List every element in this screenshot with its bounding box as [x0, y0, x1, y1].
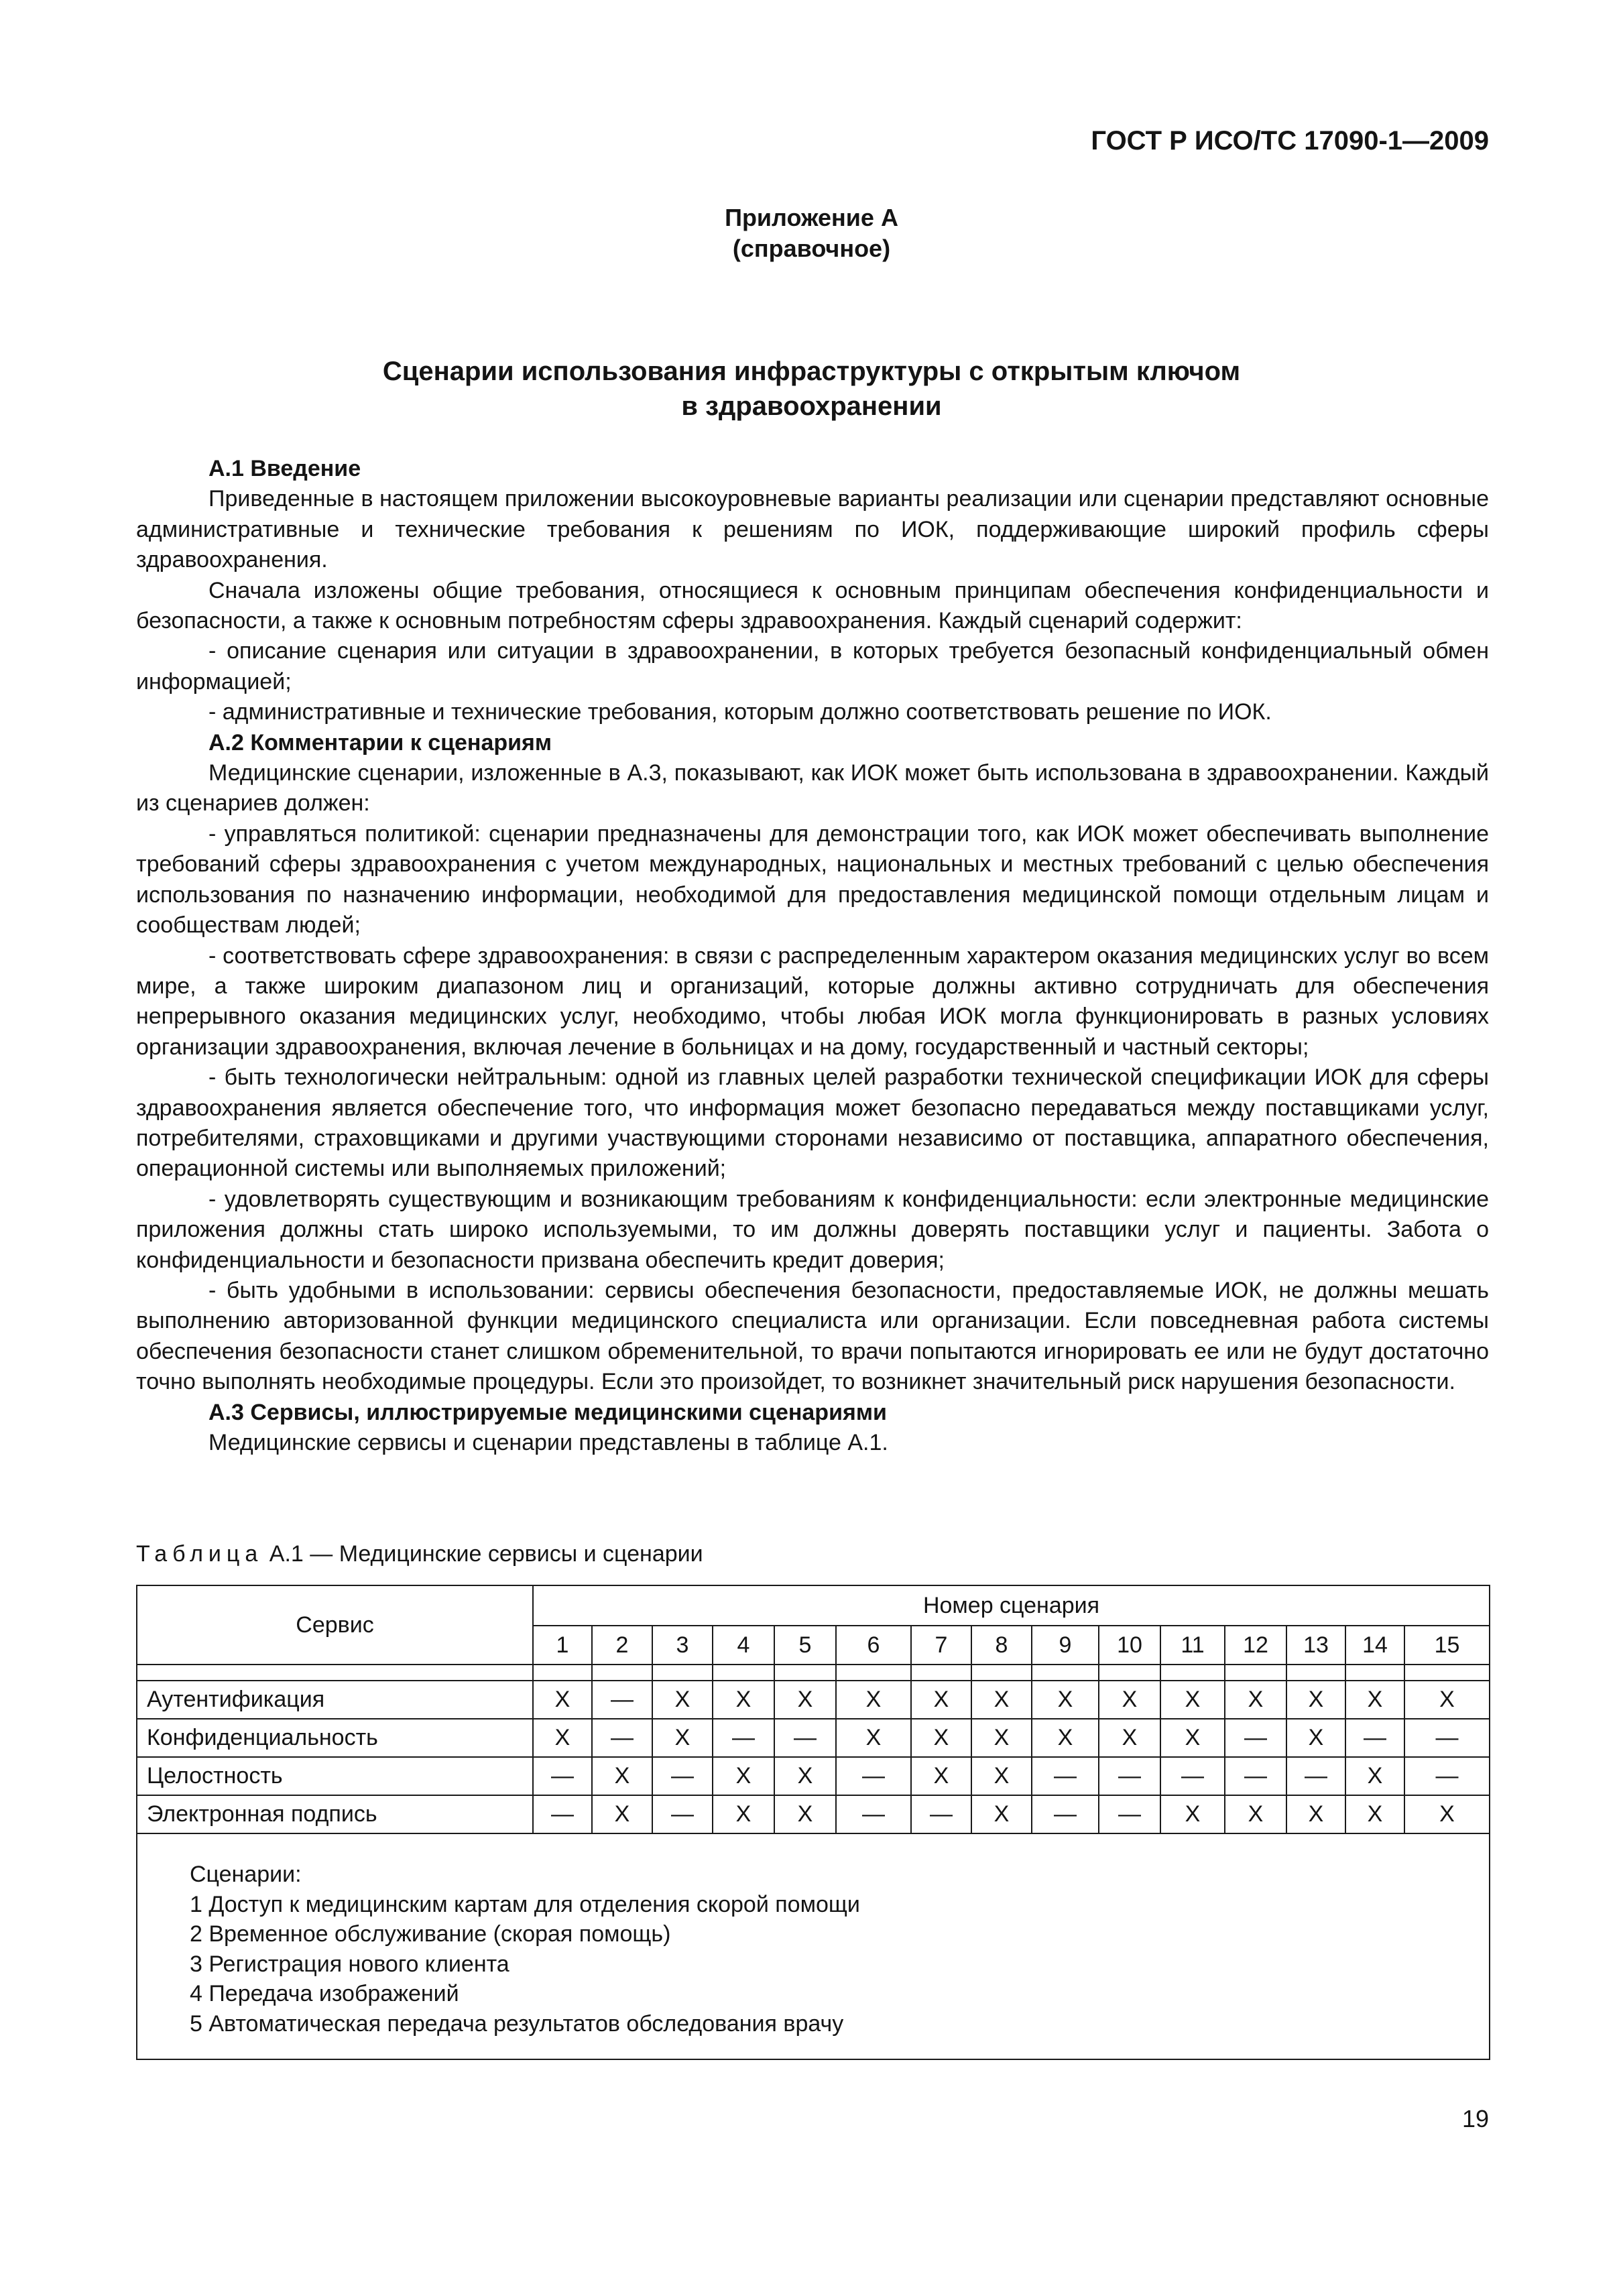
header-number: 15 — [1404, 1626, 1490, 1665]
table-cell: X — [1160, 1681, 1225, 1719]
header-service: Сервис — [137, 1585, 533, 1665]
table-cell: — — [1404, 1757, 1490, 1795]
paragraph: - соответствовать сфере здравоохранения: в связи с распределенным характером оказания медицинских услуг во всем мире, а также широким диапазоном лиц и организаций, которые должны активно сотрудничать для обеспечения непрерывного оказания медицинских услуг, необходимо, чтобы любая ИОК могла функционировать в разных условиях организации здравоохранения, включая лечение в больницах и на дому, государственный и частный секторы; — [136, 943, 1489, 1060]
table-cell: — — [836, 1757, 911, 1795]
table-cell: X — [533, 1681, 592, 1719]
table-cell: X — [1286, 1681, 1345, 1719]
services-table — [136, 1585, 1490, 2060]
spacer-cell — [971, 1665, 1032, 1681]
table-cell: X — [1225, 1681, 1286, 1719]
service-name: Конфиденциальность — [137, 1719, 533, 1757]
header-number: 13 — [1286, 1626, 1345, 1665]
scenario-note: 2 Временное обслуживание (скорая помощь) — [190, 1921, 671, 1947]
table-cell: — — [1099, 1795, 1160, 1833]
header-number: 7 — [911, 1626, 971, 1665]
header-number: 9 — [1032, 1626, 1099, 1665]
table-cell: X — [1345, 1795, 1404, 1833]
header-scenario-number: Номер сценария — [533, 1585, 1490, 1626]
paragraph: - быть удобными в использовании: сервисы обеспечения безопасности, предоставляемые ИОК, не должны мешать выполнению авторизованной функции медицинского специалиста или организации. Если повседневная работа системы обеспечения безопасности станет слишком обременительной, то врачи попытаются игнорировать ее или не будут достаточно точно выполнять необходимые процедуры. Если это произойдет, то возникнет значительный риск нарушения безопасности. — [136, 1277, 1489, 1395]
table-spacer-row — [137, 1665, 1490, 1681]
table-caption — [136, 1538, 703, 1569]
paragraph: Медицинские сценарии, изложенные в А.3, показывают, как ИОК может быть использована в здравоохранении. Каждый из сценариев должен: — [136, 760, 1489, 817]
table-cell: X — [713, 1795, 774, 1833]
table-cell: — — [652, 1757, 713, 1795]
spacer-cell — [1160, 1665, 1225, 1681]
table-cell: X — [1345, 1757, 1404, 1795]
spacer-cell — [137, 1665, 533, 1681]
table-cell: X — [971, 1681, 1032, 1719]
table-cell: — — [652, 1795, 713, 1833]
header-number: 4 — [713, 1626, 774, 1665]
table-cell: X — [911, 1719, 971, 1757]
spacer-cell — [713, 1665, 774, 1681]
header-number: 11 — [1160, 1626, 1225, 1665]
table-row — [137, 1681, 1490, 1719]
table-cell: — — [533, 1795, 592, 1833]
section-heading: А.2 Комментарии к сценариям — [208, 729, 552, 756]
scenario-note: 3 Регистрация нового клиента — [190, 1951, 509, 1977]
paragraph: Сначала изложены общие требования, относящиеся к основным принципам обеспечения конфиденциальности и безопасности, а также к основным потребностям сферы здравоохранения. Каждый сценарий содержит: — [136, 577, 1489, 634]
table-cell: — — [592, 1681, 652, 1719]
paragraph: Медицинские сервисы и сценарии представлены в таблице А.1. — [208, 1430, 888, 1455]
table-caption-title: А.1 — Медицинские сервисы и сценарии — [269, 1541, 703, 1567]
service-name: Целостность — [137, 1757, 533, 1795]
table-cell: X — [971, 1757, 1032, 1795]
service-name: Электронная подпись — [137, 1795, 533, 1833]
table-cell: X — [1404, 1681, 1490, 1719]
table-cell: — — [1032, 1795, 1099, 1833]
table-cell: X — [1404, 1795, 1490, 1833]
header-number: 8 — [971, 1626, 1032, 1665]
spacer-cell — [1099, 1665, 1160, 1681]
table-cell: X — [1032, 1681, 1099, 1719]
table-cell: X — [713, 1681, 774, 1719]
table-row — [137, 1757, 1490, 1795]
table-cell: — — [533, 1757, 592, 1795]
table-cell: X — [592, 1757, 652, 1795]
main-title — [0, 354, 1623, 424]
body-text — [136, 454, 1489, 1458]
table-cell: X — [652, 1681, 713, 1719]
table-row — [137, 1795, 1490, 1833]
table-cell: X — [1160, 1719, 1225, 1757]
paragraph: Приведенные в настоящем приложении высокоуровневые варианты реализации или сценарии представляют основные административные и технические требования к решениям по ИОК, поддерживающие широкий профиль сферы здравоохранения. — [136, 486, 1489, 573]
spacer-cell — [836, 1665, 911, 1681]
table-caption-prefix: Таблица — [136, 1541, 263, 1567]
table-notes-row — [137, 1833, 1490, 2059]
spacer-cell — [652, 1665, 713, 1681]
spacer-cell — [533, 1665, 592, 1681]
scenario-note: 5 Автоматическая передача результатов обследования врачу — [190, 2010, 844, 2037]
paragraph: - быть технологически нейтральным: одной из главных целей разработки технической спецификации ИОК для сферы здравоохранения является обеспечение того, что информация может безопасно передаваться между поставщиками услуг, потребителями, страховщиками и другими участвующими сторонами независимо от поставщика, аппаратного обеспечения, операционной системы или выполняемых приложений; — [136, 1065, 1489, 1182]
scenario-note: 1 Доступ к медицинским картам для отделения скорой помощи — [190, 1891, 860, 1917]
table-cell: X — [1286, 1795, 1345, 1833]
spacer-cell — [1225, 1665, 1286, 1681]
table-cell: X — [911, 1681, 971, 1719]
table-cell: X — [713, 1757, 774, 1795]
service-name: Аутентификация — [137, 1681, 533, 1719]
table-cell: — — [1286, 1757, 1345, 1795]
section-heading: А.3 Сервисы, иллюстрируемые медицинскими сценариями — [208, 1399, 887, 1425]
paragraph: - описание сценария или ситуации в здравоохранении, в которых требуется безопасный конфиденциальный обмен информацией; — [136, 638, 1489, 694]
table-cell: — — [1032, 1757, 1099, 1795]
page-number: 19 — [1461, 2105, 1489, 2132]
table-cell: X — [1099, 1719, 1160, 1757]
table-cell: — — [911, 1795, 971, 1833]
table-cell: — — [1404, 1719, 1490, 1757]
spacer-cell — [592, 1665, 652, 1681]
header-number: 5 — [774, 1626, 836, 1665]
table-cell: X — [911, 1757, 971, 1795]
table-cell: X — [774, 1757, 836, 1795]
table-cell: — — [774, 1719, 836, 1757]
table-cell: X — [1032, 1719, 1099, 1757]
table-row — [137, 1719, 1490, 1757]
main-title-line-2: в здравоохранении — [681, 391, 942, 421]
table-cell: X — [1345, 1681, 1404, 1719]
paragraph: - административные и технические требования, которым должно соответствовать решение по ИОК. — [208, 699, 1272, 725]
paragraph: - управляться политикой: сценарии предназначены для демонстрации того, как ИОК может обеспечивать выполнение требований сферы здравоохранения с учетом международных, национальных и местных требований с целью обеспечения использования по назначению информации, необходимой для предоставления медицинской помощи отдельным лицам и сообществам людей; — [136, 821, 1489, 939]
header-number: 12 — [1225, 1626, 1286, 1665]
notes-title: Сценарии: — [190, 1862, 302, 1887]
table-cell: — — [1099, 1757, 1160, 1795]
header-number: 3 — [652, 1626, 713, 1665]
table-cell: X — [652, 1719, 713, 1757]
table-cell: — — [1345, 1719, 1404, 1757]
main-title-line-1: Сценарии использования инфраструктуры с открытым ключом — [382, 357, 1241, 386]
table-header-row — [137, 1585, 1490, 1626]
annex-type: (справочное) — [732, 235, 891, 262]
table-cell: X — [971, 1719, 1032, 1757]
table-cell: — — [836, 1795, 911, 1833]
scenario-note: 4 Передача изображений — [190, 1981, 459, 2006]
table-cell: X — [774, 1681, 836, 1719]
scenario-notes — [137, 1833, 1490, 2059]
table-cell: X — [1286, 1719, 1345, 1757]
annex-title: Приложение А — [725, 204, 898, 231]
table-cell: — — [1160, 1757, 1225, 1795]
spacer-cell — [911, 1665, 971, 1681]
table-cell: X — [1225, 1795, 1286, 1833]
table-cell: X — [971, 1795, 1032, 1833]
table-cell: X — [1160, 1795, 1225, 1833]
paragraph: - удовлетворять существующим и возникающим требованиям к конфиденциальности: если электронные медицинские приложения должны стать широко используемыми, то им должны доверять поставщики услуг и пациенты. Забота о конфиденциальности и безопасности призвана обеспечить кредит доверия; — [136, 1186, 1489, 1273]
spacer-cell — [1286, 1665, 1345, 1681]
table-cell: X — [836, 1719, 911, 1757]
header-number: 6 — [836, 1626, 911, 1665]
table-cell: X — [592, 1795, 652, 1833]
table-cell: — — [1225, 1757, 1286, 1795]
table-cell: X — [774, 1795, 836, 1833]
spacer-cell — [1032, 1665, 1099, 1681]
header-number: 1 — [533, 1626, 592, 1665]
table-cell: X — [1099, 1681, 1160, 1719]
spacer-cell — [1404, 1665, 1490, 1681]
table-cell: X — [836, 1681, 911, 1719]
table-cell: — — [1225, 1719, 1286, 1757]
table-cell: — — [713, 1719, 774, 1757]
spacer-cell — [774, 1665, 836, 1681]
spacer-cell — [1345, 1665, 1404, 1681]
table-cell: X — [533, 1719, 592, 1757]
header-number: 14 — [1345, 1626, 1404, 1665]
header-number: 2 — [592, 1626, 652, 1665]
standard-number: ГОСТ Р ИСО/ТС 17090-1—2009 — [1091, 126, 1489, 156]
table-cell: — — [592, 1719, 652, 1757]
annex-heading — [0, 202, 1623, 264]
section-heading: А.1 Введение — [208, 456, 361, 481]
header-number: 10 — [1099, 1626, 1160, 1665]
